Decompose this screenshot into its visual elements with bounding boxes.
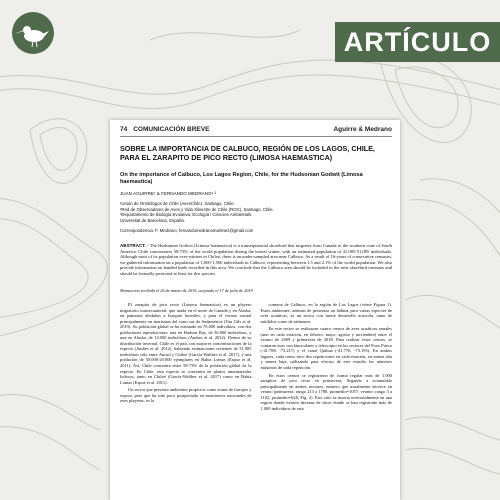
abstract-label: ABSTRACT. bbox=[120, 243, 146, 248]
english-title: On the importance of Calbuco, Los Lagos Region, Chile, for the Hudsonian Godwit (Limosa haemastica) bbox=[120, 172, 363, 185]
abstract bbox=[120, 243, 392, 276]
body-column-right bbox=[261, 302, 393, 413]
body-columns bbox=[120, 302, 392, 413]
affiliation-line: ²Red de Observadores de Aves y Vida Silvestre de Chile (ROC). Santiago, Chile. bbox=[120, 206, 274, 212]
paragraph: En este sector se realizaron cuatro censos de aves acuáticas anuales (uno en cada estación, en febrero, mayo, agosto y noviembre) entre el verano de 2009 y primavera de 2018. Para realizar estos censos, se contaron aves con binoculares y telescopio en los sectores del Pozo Pueco (-41.788, -73.217) y el canal Quihua (-41.776, -73.195). En ambos lugares, cada censo tuvo dos repeticiones en cada estación, en marea alta y marea baja, utilizando para efectos de este estudio los números máximos de cada repetición. bbox=[260, 326, 392, 371]
page-header bbox=[120, 126, 392, 133]
bird-icon bbox=[12, 12, 54, 54]
affiliation-line: Universitat de Barcelona, España. bbox=[120, 217, 185, 223]
abstract-text: - The Hudsonian Godwit (Limosa haemastica) is a transequatorial shorebird that migrates from Canada to the southern cone of South America. Chile concentrates 58-73% of the world population during the boreal winter, with an estimated population of 41,085-51,085 individuals. Although most of its population over-winters in Chiloé, there is an under-sampled area near Calbuco. As a result of 16-years of consecutive censuses, we gathered information on a population of 1,000-1,500 individuals in Calbuco, representing between 1.5 and 2.1% of the world population. We also provide information on banded birds recorded in this area. We conclude that the Calbuco area should be included in the next shorebird censuses and should be formally protected at least for this species. bbox=[120, 243, 392, 276]
logo bbox=[12, 12, 54, 54]
paragraph: En estos censos se registraron de forma regular más de 1.000 zarapitos de pico recto en primavera, llegando a acumulado principalmente en ambos sectores, número que usualmente decrece en verano (primavera: rango 213 a 1780, promedio=1057; verano: rango 3 a 1102, promedio=628; Fig. 2). Este sitio se inserta territorialmente en una región donde existen decenas de sitios donde se han registrado más de 1.000 individuos de esta bbox=[260, 372, 392, 411]
affiliation-line: ¹Unión de Ornitólogos de Chile (AvesChile). Santiago, Chile. bbox=[120, 201, 235, 206]
paragraph: El zarapito de pico recto (Limosa haemastica) es un playero migratorio transecuatorial, que anida en el norte de Canadá y en Alaska, en pantanos aledaños a bosques boreales, y pasa el verano austral principalmente en marismas del cono sur de Sudamérica (Van Gils et al. 2019). Su población global se ha estimado en 70.000 individuos, con dos poblaciones reproductoras: una en Hudson Bay, de 56.000 individuos, y una en Alaska, de 14.000 individuos (Andres et al. 2012). Dentro de su distribución invernal, Chile es el país con mayores concentraciones de la especie (Andres et al. 2012), habiendo estimaciones recientes de 31.085 individuos sólo entre Ancud y Chiloé (García-Walther et al. 2017), y una población de 50.000-20.000 ejemplares en Bahía Lomas (Espoz et al. 2011). Así, Chile concentra entre 58-73% de la población global de la especie. En Chile, esta especie se concentra en planos intermareales lodosos, tanto en Chiloé (García-Walther et al. 2017) como en Bahía Lomas (Espoz et al. 2011). bbox=[120, 302, 252, 385]
running-authors: Aguirre & Medrano bbox=[333, 126, 392, 133]
correspondence: Correspondencia: F. Medrano, fernandomedranomartinez@gmail.com bbox=[120, 228, 254, 233]
paragraph: Un sector que presenta ambientes propicios como zonas de forrajeo y reposo, pero que ha sido poco prospectado en monitoreos nacionales de aves playeras, es la bbox=[120, 387, 252, 404]
affiliation-line: ³Departamento de Biología Evolutiva, Ecología i Ciències Ambientals, bbox=[120, 212, 253, 218]
article-type-banner: ARTÍCULO bbox=[335, 22, 500, 62]
paragraph: comuna de Calbuco, en la región de Los Lagos (véase Figura 1). Estos ambientes, además de presentar un hábitat para varias especies de aves acuáticas, es un sector con fuerte desarrollo acuícola, tanto de mitílidos como de salmones. bbox=[260, 302, 392, 324]
document-page bbox=[110, 120, 400, 500]
received-line: Manuscrito recibido el 26 de marzo de 2019, aceptado el 17 de julio de 2019 bbox=[120, 288, 253, 293]
header-rule bbox=[120, 136, 392, 137]
article-title: SOBRE LA IMPORTANCIA DE CALBUCO, REGIÓN DE LOS LAGOS, CHILE, PARA EL ZARAPITO DE PICO RECTO (LIMOSA HAEMASTICA) bbox=[120, 144, 375, 162]
affiliations bbox=[120, 201, 392, 223]
page-number: 74 bbox=[120, 126, 128, 133]
section-label: COMUNICACIÓN BREVE bbox=[133, 126, 210, 133]
authors: JUAN AGUIRRE¹ & FERNANDO MEDRANO¹·² bbox=[120, 191, 217, 196]
body-column-left bbox=[120, 302, 252, 413]
